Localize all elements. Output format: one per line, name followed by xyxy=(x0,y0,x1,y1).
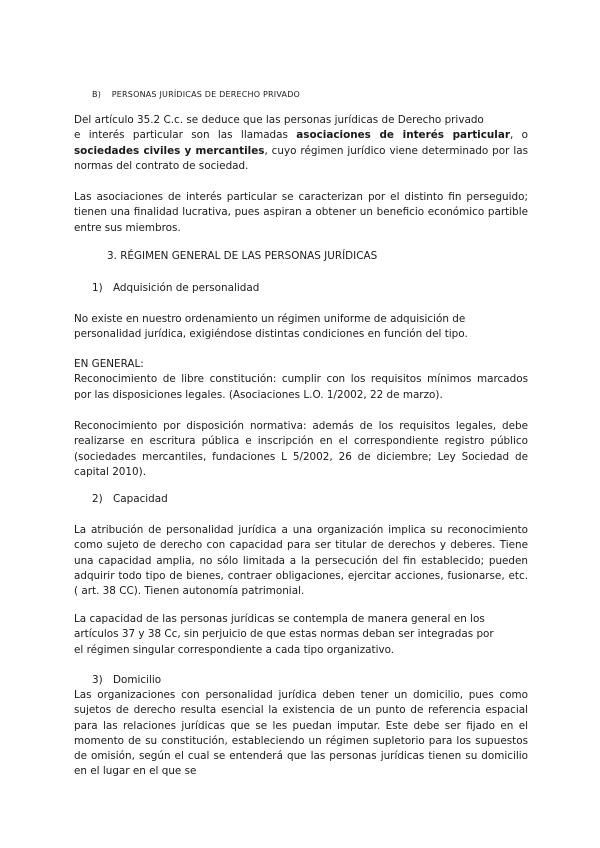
subsection-3-title: Domicilio xyxy=(112,674,162,686)
subsection-1-heading xyxy=(92,281,259,296)
subsection-2-heading xyxy=(92,492,168,507)
bold-sociedades: sociedades civiles y mercantiles xyxy=(74,144,265,157)
section-b-heading xyxy=(92,87,300,102)
paragraph-1-end: , cuyo régimen jurídico viene determinado por las normas del contrato de sociedad. xyxy=(74,144,529,172)
paragraph-domicilio: Las organizaciones con personalidad jurídica deben tener un domicilio, pues como sujetos de derecho resulta esencial la existencia de un punto de referencia espacial para las relaciones jurídicas que se les puedan imputar. Este debe ser fijado en el momento de su constitución, estableciendo un régimen supletorio para los supuestos de omisión, según el cual se entenderá que las personas jurídicas tienen su domicilio en el lugar en el que se xyxy=(74,689,528,778)
paragraph-disposicion-normativa: Reconocimiento por disposición normativa: además de los requisitos legales, debe realizarse en escritura pública e inscripción en el correspondiente registro público (sociedades mercantiles, fundaciones L 5/2002, 26 de diciembre; Ley Sociedad de capital 2010). xyxy=(74,420,528,478)
subsection-3-marker: 3) xyxy=(92,674,103,686)
subsection-3-heading xyxy=(92,673,161,688)
paragraph-legal-persons-private xyxy=(74,113,528,174)
paragraph-3-line-1: No existe en nuestro ordenamiento un régimen uniforme de adquisición de xyxy=(74,313,466,325)
paragraph-1-line-2-start: e interés particular son las llamadas xyxy=(74,129,288,142)
paragraph-6-line-3: el régimen singular correspondiente a cada tipo organizativo. xyxy=(74,643,395,656)
subsection-2-marker: 2) xyxy=(92,493,103,505)
paragraph-capacidad-general xyxy=(74,612,528,658)
paragraph-1-rest xyxy=(74,128,528,174)
paragraph-3-line-2: personalidad jurídica, exigiéndose distintas condiciones en función del tipo. xyxy=(74,328,468,341)
section-b-title: PERSONAS JURÍDICAS DE DERECHO PRIVADO xyxy=(111,90,301,99)
subsection-2-title: Capacidad xyxy=(112,493,168,505)
en-general-heading: EN GENERAL: xyxy=(74,358,144,370)
subsection-1-marker: 1) xyxy=(92,282,103,294)
paragraph-capacidad: La atribución de personalidad jurídica a una organización implica su reconocimiento como sujeto de derecho con capacidad para ser titular de derechos y deberes. Tiene una capacidad amplia, no sólo limitada a la persecución del fin establecido; pueden adquirir todo tipo de bienes, contraer obligaciones, ejercitar acciones, fusionarse, etc. ( art. 38 CC). Tienen autonomía patrimonial. xyxy=(74,524,528,598)
paragraph-6-line-2: artículos 37 y 38 Cc, sin perjuicio de que estas normas deban ser integradas por xyxy=(74,628,494,641)
paragraph-adquisicion xyxy=(74,312,528,343)
en-general-text: Reconocimiento de libre constitución: cumplir con los requisitos mínimos marcados por las disposiciones legales. (Asociaciones L.O. 1/2002, 22 de marzo). xyxy=(74,373,528,401)
paragraph-asociaciones: Las asociaciones de interés particular se caracterizan por el distinto fin perseguido; tienen una finalidad lucrativa, pues aspiran a obtener un beneficio económico partible entre sus miembros. xyxy=(74,191,528,234)
section-b-marker: B) xyxy=(92,90,102,99)
paragraph-6-line-1: La capacidad de las personas jurídicas se contempla de manera general en los xyxy=(74,613,485,625)
bold-asociaciones: asociaciones de interés particular xyxy=(296,129,510,142)
paragraph-1-connector: , o xyxy=(509,129,528,142)
paragraph-1-line-1: Del artículo 35.2 C.c. se deduce que las personas jurídicas de Derecho privado xyxy=(74,114,484,126)
en-general-block xyxy=(74,357,528,403)
section-3-title: 3. RÉGIMEN GENERAL DE LAS PERSONAS JURÍDICAS xyxy=(107,250,378,262)
subsection-1-title: Adquisición de personalidad xyxy=(112,282,260,294)
